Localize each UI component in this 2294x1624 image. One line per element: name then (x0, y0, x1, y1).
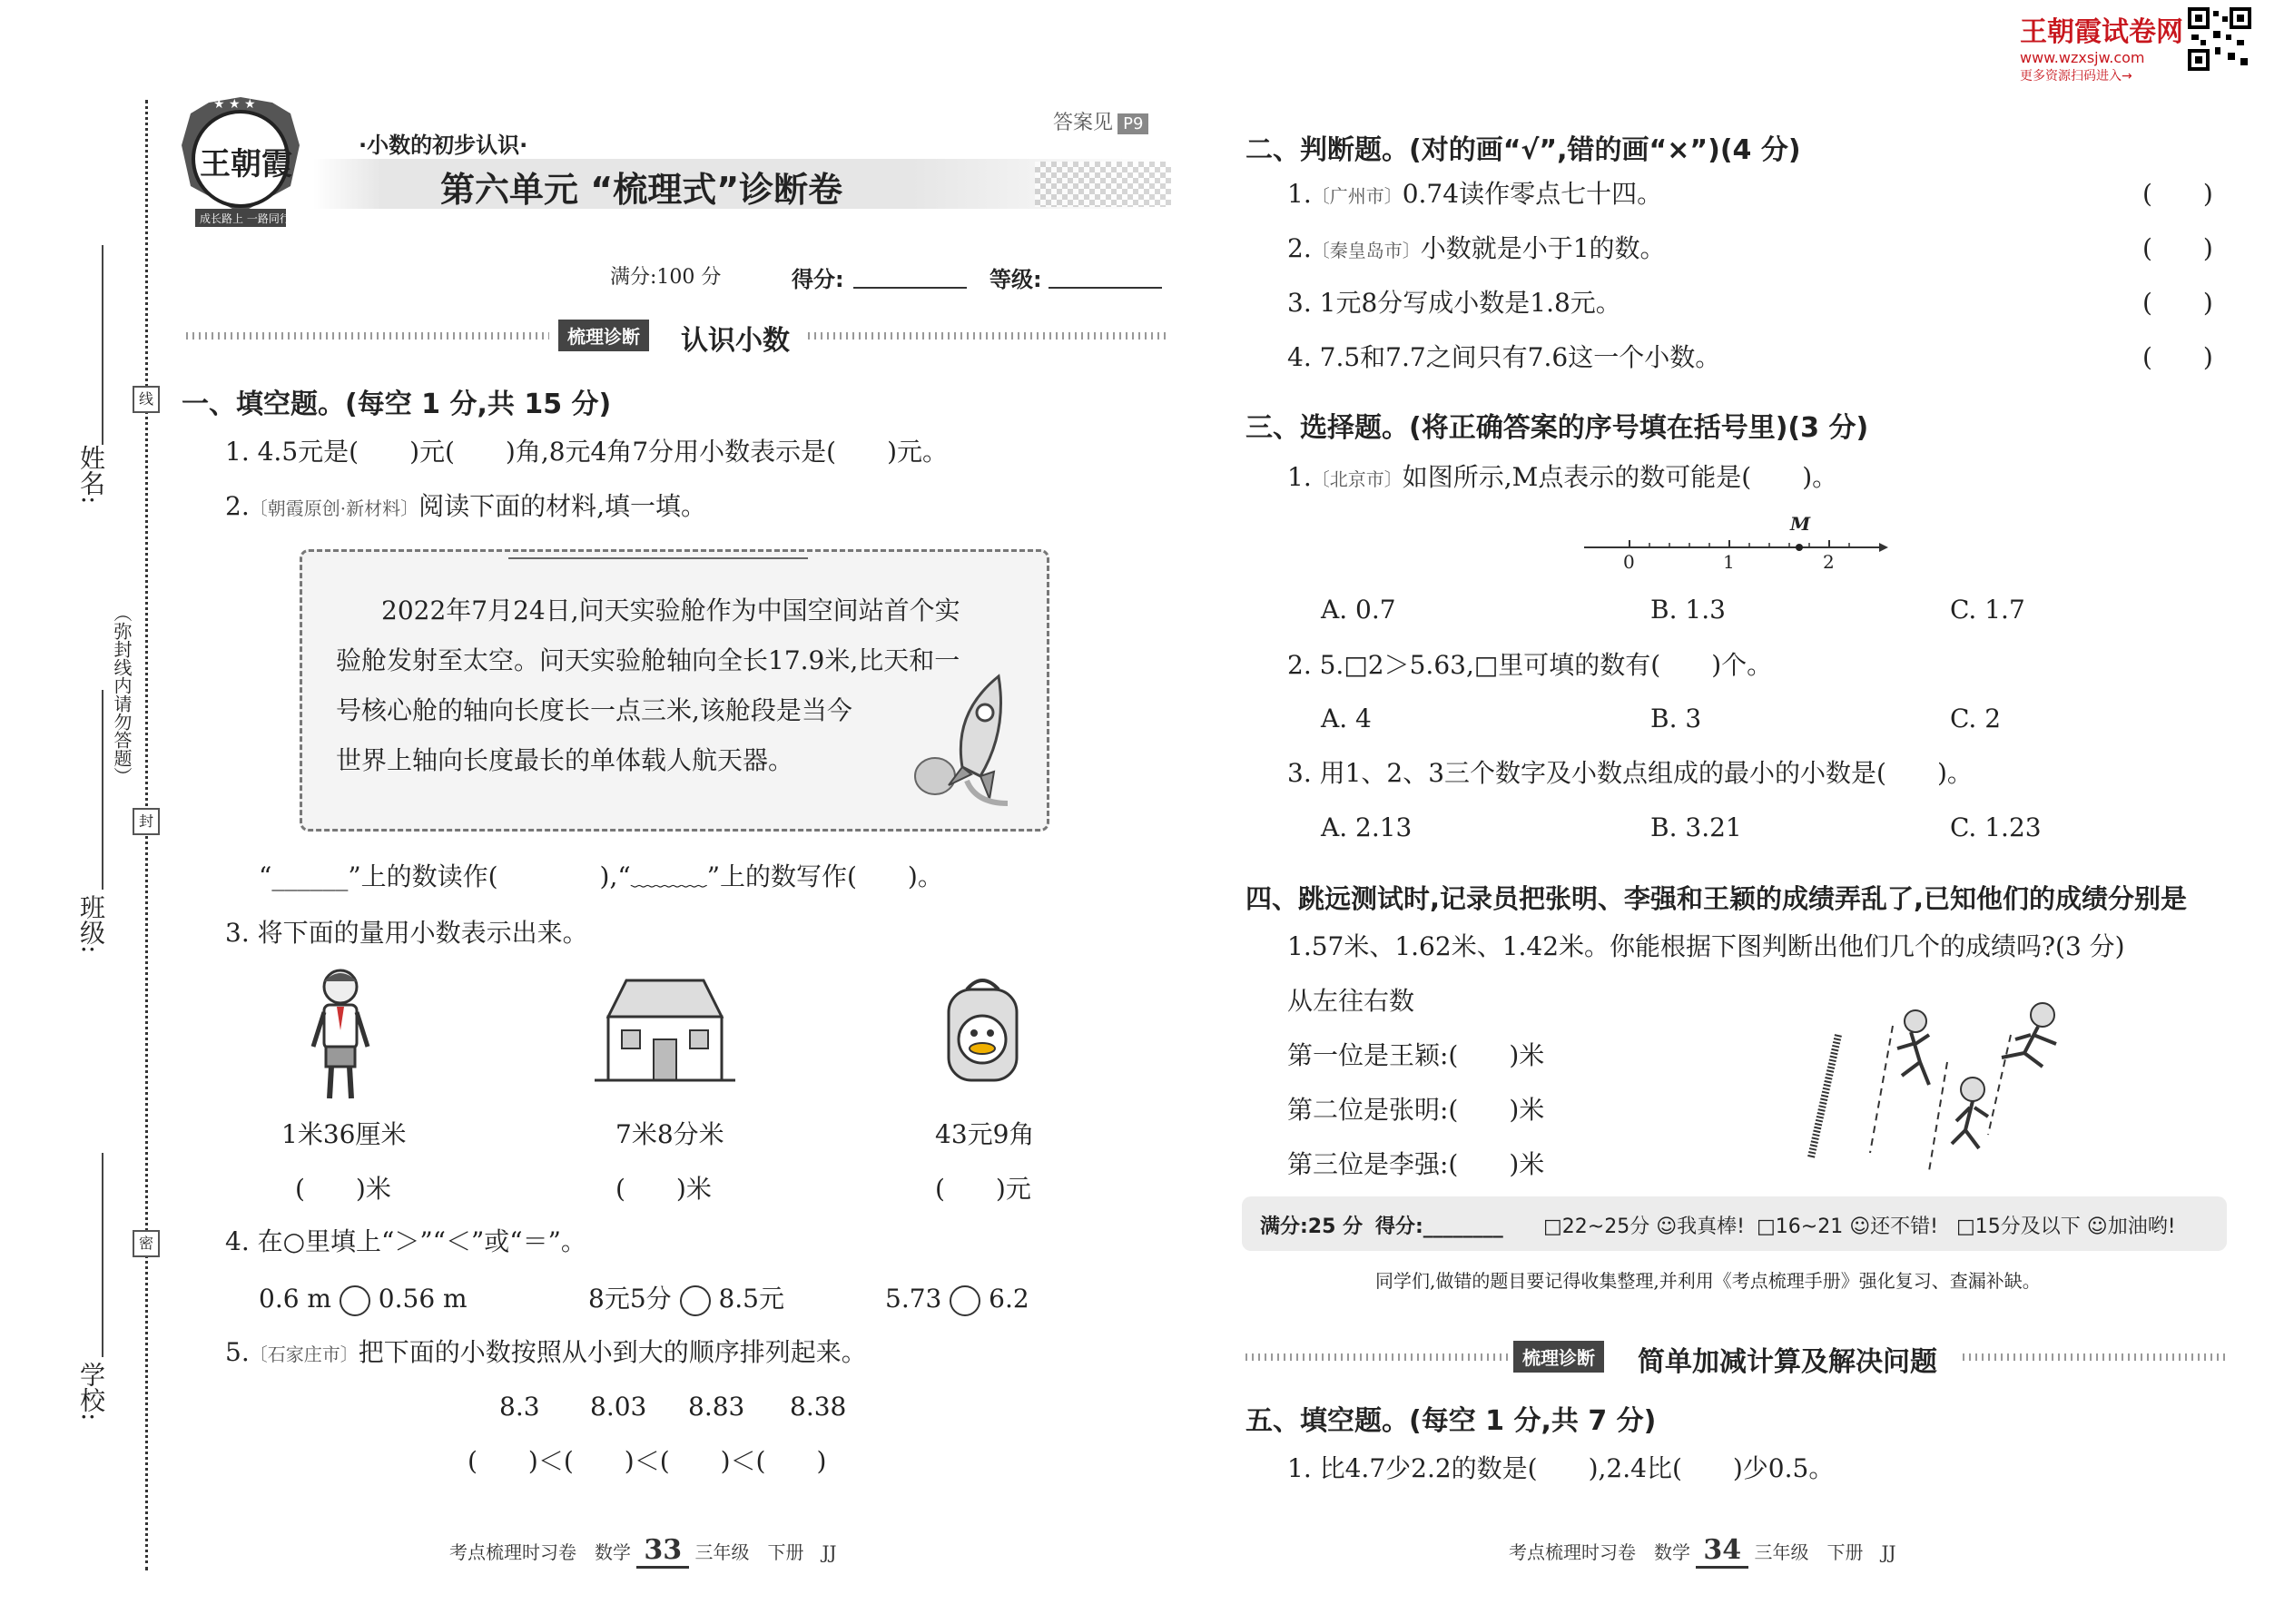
scorebar-note: 同学们,做错的题目要记得收集整理,并利用《考点梳理手册》强化复习、查漏补缺。 (1375, 1270, 2041, 1292)
seal-mark-seal: 封 (133, 808, 160, 835)
q3-a-label: 1米36厘米 (281, 1119, 407, 1149)
q3-item2: 2. 5.□2＞5.63,□里可填的数有( )个。 (1287, 650, 1773, 680)
score-label: 得分: (792, 267, 844, 292)
site-url: www.wzxsjw.com (2020, 49, 2145, 66)
seal-line (145, 100, 148, 1570)
svg-text:★ ★ ★: ★ ★ ★ (213, 97, 256, 112)
passage-line-1: 2022年7月24日,问天实验舱作为中国空间站首个实 (381, 595, 960, 625)
class-label: 班级: (76, 894, 106, 954)
q1-item4: 4. 在○里填上“＞”“＜”或“＝”。 (225, 1226, 586, 1256)
rocket-icon (899, 667, 1035, 812)
q3-1-opt-b[interactable]: B. 1.3 (1650, 595, 1726, 625)
page-title: 第六单元 “梳理式”诊断卷 (440, 170, 843, 210)
num-3: 8.83 (688, 1392, 745, 1422)
q3-2-opt-a[interactable]: A. 4 (1321, 704, 1372, 733)
q1-item2-fill: “______”上的数读作( ),“﹏﹏﹏”上的数写作( )。 (259, 861, 943, 891)
name-underline (102, 245, 103, 445)
q1-item2: 2.〔朝霞原创·新材料〕阅读下面的材料,填一填。 (225, 491, 706, 521)
school-label: 学校: (76, 1362, 106, 1422)
q3-a-answer[interactable]: ( )米 (295, 1174, 391, 1204)
full-score: 满分:100 分 (610, 266, 722, 289)
binding-strip (0, 0, 159, 1624)
passage-line-3: 号核心舱的轴向长度长一点三米,该舱段是当今 (336, 695, 852, 725)
section-title: 认识小数 (681, 325, 790, 357)
q3-b-answer[interactable]: ( )米 (615, 1174, 712, 1204)
house-icon (590, 976, 740, 1085)
section-bar-2 (1245, 1339, 2226, 1378)
scorebar-score[interactable]: 得分:________ (1375, 1216, 1503, 1238)
q3-1-opt-c[interactable]: C. 1.7 (1950, 595, 2025, 625)
q1-item1: 1. 4.5元是( )元( )角,8元4角7分用小数表示是( )元。 (225, 437, 949, 467)
q4-line-1[interactable]: 第一位是王颖:( )米 (1287, 1040, 1545, 1070)
q3-3-opt-a[interactable]: A. 2.13 (1321, 812, 1413, 842)
frame-top-line (508, 557, 808, 559)
q5-item1: 1. 比4.7少2.2的数是( ),2.4比( )少0.5。 (1287, 1453, 1835, 1483)
source-tag: 〔朝霞原创·新材料〕 (249, 497, 419, 519)
long-jump-figure (1793, 999, 2102, 1180)
name-label: 姓名: (76, 445, 106, 505)
class-underline (102, 690, 103, 890)
site-note: 更多资源扫码进入→ (2020, 69, 2132, 84)
q3-c-label: 43元9角 (935, 1119, 1035, 1149)
logo-text: 王朝霞 (200, 146, 292, 182)
boy-icon (304, 967, 377, 1107)
q3-c-answer[interactable]: ( )元 (935, 1174, 1031, 1204)
q2-paren-3[interactable]: ( ) (2142, 288, 2213, 318)
q1-item3: 3. 将下面的量用小数表示出来。 (225, 918, 588, 948)
q2-item-3: 3. 1元8分写成小数是1.8元。 (1287, 288, 1621, 318)
nl-label-m: M (1790, 513, 1811, 535)
q3-item3: 3. 用1、2、3三个数字及小数点组成的最小的小数是( )。 (1287, 758, 1973, 788)
grade-label: 等级: (989, 267, 1042, 292)
q2-paren-1[interactable]: ( ) (2142, 179, 2213, 209)
compare-2: 8元5分 8.5元 (588, 1283, 784, 1316)
scorebar-option-3[interactable]: □15分及以下 ☺加油哟! (1956, 1216, 2176, 1238)
q2-heading: 二、判断题。(对的画“√”,错的画“×”)(4 分) (1245, 134, 1801, 166)
num-1: 8.3 (499, 1392, 540, 1422)
scorebar-full: 满分:25 分 (1260, 1216, 1364, 1238)
nl-label-1: 1 (1723, 551, 1735, 573)
footer-right: 考点梳理时习卷 数学 34 三年级 下册 JJ (1509, 1534, 1896, 1566)
source-tag: 〔石家庄市〕 (249, 1343, 359, 1365)
order-answer[interactable]: ( )＜( )＜( )＜( ) (468, 1446, 827, 1476)
q2-item-1: 1.〔广州市〕0.74读作零点七十四。 (1287, 179, 1663, 209)
q3-heading: 三、选择题。(将正确答案的序号填在括号里)(3 分) (1245, 412, 1869, 444)
q3-3-opt-c[interactable]: C. 1.23 (1950, 812, 2042, 842)
site-name: 王朝霞试卷网 (2020, 16, 2183, 48)
q4-heading-1: 四、跳远测试时,记录员把张明、李强和王颖的成绩弄乱了,已知他们的成绩分别是 (1245, 883, 2188, 914)
page-number: 33 (636, 1534, 689, 1569)
section-tag: 梳理诊断 (1513, 1341, 1604, 1373)
page-number: 34 (1696, 1534, 1748, 1569)
q1-heading: 一、填空题。(每空 1 分,共 15 分) (182, 389, 612, 420)
compare-1: 0.6 m 0.56 m (259, 1283, 468, 1316)
passage-line-2: 验舱发射至太空。问天实验舱轴向全长17.9米,比天和一 (336, 645, 960, 675)
q3-2-opt-c[interactable]: C. 2 (1950, 704, 2002, 733)
number-line (1580, 513, 1888, 576)
compare-circle-1[interactable] (340, 1285, 370, 1316)
answer-page-badge: P9 (1117, 113, 1148, 134)
q3-1-opt-a[interactable]: A. 0.7 (1321, 595, 1396, 625)
qr-code-icon[interactable] (2188, 7, 2251, 71)
q2-item-4: 4. 7.5和7.7之间只有7.6这一个小数。 (1287, 342, 1721, 372)
q4-line-2[interactable]: 第二位是张明:( )米 (1287, 1095, 1545, 1125)
q3-item1: 1.〔北京市〕如图所示,M点表示的数可能是( )。 (1287, 462, 1838, 492)
passage-line-4: 世界上轴向长度最长的单体载人航天器。 (336, 745, 794, 775)
source-tag: 〔北京市〕 (1311, 468, 1403, 490)
scorebar-option-1[interactable]: □22~25分 ☺我真棒! (1543, 1216, 1745, 1238)
source-tag: 〔广州市〕 (1311, 185, 1403, 207)
answer-ref: 答案见 P9 (1053, 107, 1148, 135)
logo-badge (172, 95, 309, 241)
q2-paren-4[interactable]: ( ) (2142, 342, 2213, 372)
q3-b-label: 7米8分米 (615, 1119, 724, 1149)
num-2: 8.03 (590, 1392, 647, 1422)
seal-mark-line: 线 (133, 386, 160, 413)
q5-heading: 五、填空题。(每空 1 分,共 7 分) (1245, 1405, 1657, 1437)
q4-line-0: 从左往右数 (1287, 986, 1415, 1016)
logo-slogan: 成长路上 一路同行 (200, 212, 290, 225)
q4-heading-2: 1.57米、1.62米、1.42米。你能根据下图判断出他们几个的成绩吗?(3 分) (1287, 931, 2125, 961)
nl-label-2: 2 (1823, 551, 1835, 573)
q3-2-opt-b[interactable]: B. 3 (1650, 704, 1702, 733)
scorebar-option-2[interactable]: □16~21 ☺还不错! (1757, 1216, 1938, 1238)
q3-3-opt-b[interactable]: B. 3.21 (1650, 812, 1742, 842)
grade-field[interactable] (1049, 287, 1162, 289)
seal-note: （弥封线内请勿答题） (111, 604, 133, 785)
topic-label: ·小数的初步认识· (359, 133, 528, 158)
banner-pattern (1035, 162, 1171, 207)
nl-label-0: 0 (1623, 551, 1635, 573)
section-tag: 梳理诊断 (558, 320, 649, 351)
q1-item5: 5.〔石家庄市〕把下面的小数按照从小到大的顺序排列起来。 (225, 1337, 867, 1367)
section-bar-1 (186, 318, 1167, 357)
backpack-icon (940, 976, 1026, 1085)
compare-circle-2[interactable] (680, 1285, 711, 1316)
source-tag: 〔秦皇岛市〕 (1311, 240, 1421, 261)
q2-paren-2[interactable]: ( ) (2142, 233, 2213, 263)
school-underline (102, 1153, 103, 1357)
site-brand (2020, 9, 2183, 84)
footer-left: 考点梳理时习卷 数学 33 三年级 下册 JJ (449, 1534, 837, 1566)
seal-mark-secret: 密 (133, 1230, 160, 1257)
q2-item-2: 2.〔秦皇岛市〕小数就是小于1的数。 (1287, 233, 1666, 263)
compare-circle-3[interactable] (950, 1285, 980, 1316)
q4-line-3[interactable]: 第三位是李强:( )米 (1287, 1149, 1545, 1179)
section-title: 简单加减计算及解决问题 (1638, 1346, 1937, 1378)
num-4: 8.38 (790, 1392, 847, 1422)
compare-3: 5.73 6.2 (885, 1283, 1029, 1316)
score-field[interactable] (853, 287, 967, 289)
